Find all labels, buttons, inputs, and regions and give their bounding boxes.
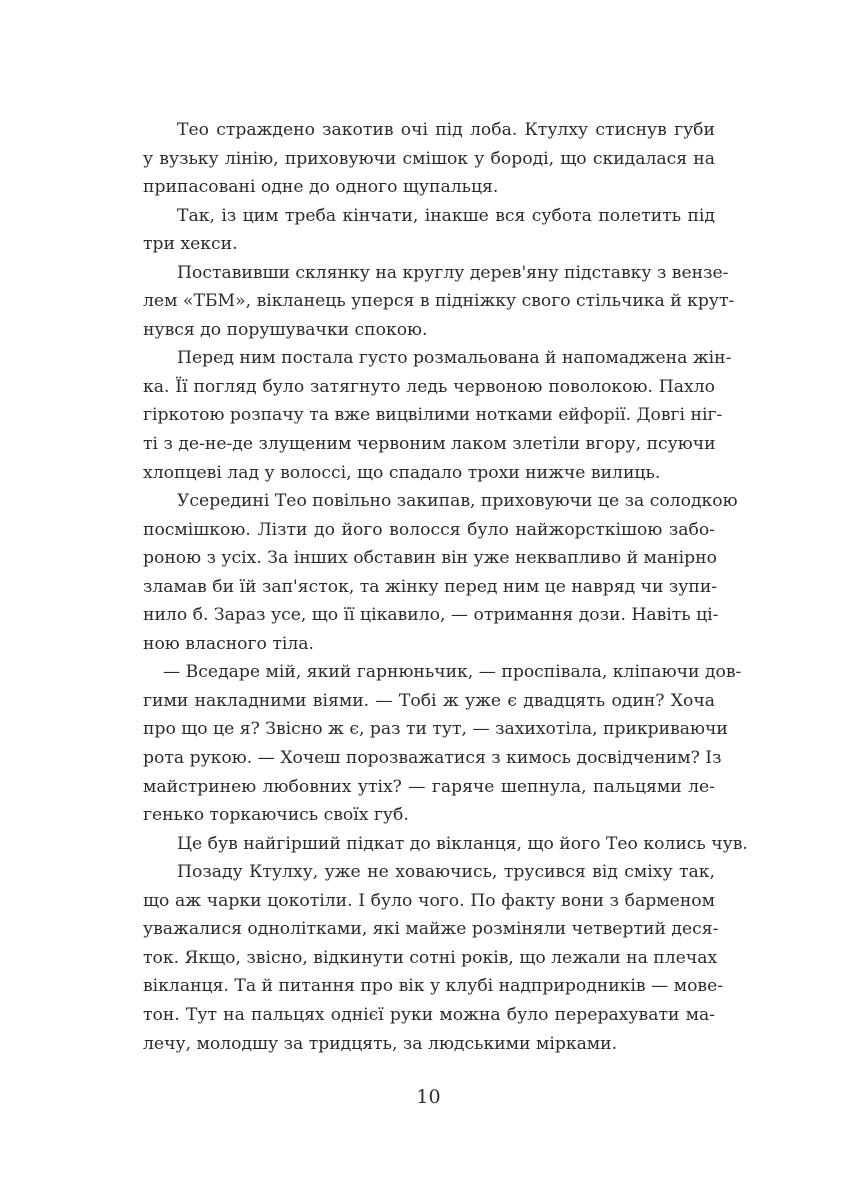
text-line: Усередині Тео повільно закипав, приховуючи це за солодкою: [177, 491, 738, 512]
text-line: три хекси.: [143, 234, 238, 255]
text-line: гіркотою розпачу та вже вицвілими нотками ейфорії. Довгі ніг-: [143, 405, 723, 426]
text-line: Це був найгірший підкат до вікланця, що його Тео колись чув.: [177, 833, 748, 854]
text-line: — Вседаре мій, який гарнюньчик, — проспівала, кліпаючи дов-: [163, 662, 742, 683]
text-line: Перед ним постала густо розмальована й напомаджена жін-: [177, 348, 732, 369]
text-line: уважалися однолітками, які майже розміняли четвертий деся-: [143, 919, 719, 940]
text-line: нило б. Зараз усе, що її цікавило, — отримання дози. Навіть ці-: [143, 605, 719, 626]
text-line: лечу, молодшу за тридцять, за людськими мірками.: [143, 1033, 618, 1054]
text-line: тон. Тут на пальцях однієї руки можна було перерахувати ма-: [143, 1004, 715, 1025]
page-number: 10: [416, 1086, 441, 1108]
text-line: майстринею любовних утіх? — гаряче шепнула, пальцями ле-: [143, 776, 715, 797]
text-line: зламав би їй зап'ясток, та жінку перед ним це навряд чи зупи-: [143, 576, 718, 597]
text-line: лем «ТБМ», вікланець уперся в підніжку свого стільчика й крут-: [143, 291, 735, 312]
text-line: що аж чарки цокотіли. І було чого. По факту вони з барменом: [143, 890, 715, 911]
text-line: вікланця. Та й питання про вік у клубі надприродників — мове-: [143, 976, 724, 997]
text-line: посмішкою. Лізти до його волосся було найжорсткішою забо-: [143, 519, 715, 540]
text-line: Тео страждено закотив очі під лоба. Ктулху стиснув губи: [177, 120, 715, 140]
text-line: нувся до порушувачки спокою.: [143, 319, 428, 340]
text-line: генько торкаючись своїх губ.: [143, 805, 409, 826]
text-line: роною з усіх. За інших обставин він уже неквапливо й манірно: [143, 548, 717, 569]
text-line: гими накладними віями. — Тобі ж уже є двадцять один? Хоча: [143, 690, 715, 711]
text-line: рота рукою. — Хочеш порозважатися з кимось досвідченим? Із: [143, 748, 722, 769]
text-line: Поставивши склянку на круглу дерев'яну підставку з вензе-: [177, 262, 729, 283]
text-line: Так, із цим треба кінчати, інакше вся субота полетить під: [177, 205, 715, 226]
text-line: припасовані одне до одного щупальця.: [143, 177, 499, 198]
text-line: ток. Якщо, звісно, відкинути сотні років, що лежали на плечах: [143, 947, 718, 968]
text-line: ною власного тіла.: [143, 633, 314, 654]
text-line: Позаду Ктулху, уже не ховаючись, трусився від сміху так,: [177, 862, 715, 883]
text-line: ка. Її погляд було затягнуто ледь червоною поволокою. Пахло: [143, 376, 715, 397]
text-line: у вузьку лінію, приховуючи смішок у бороді, що скидалася на: [143, 148, 715, 169]
text-line: хлопцеві лад у волоссі, що спадало трохи нижче вилиць.: [143, 462, 661, 483]
text-line: ті з де-не-де злущеним червоним лаком злетіли вгору, псуючи: [143, 434, 716, 455]
book-page-body: [143, 116, 748, 1058]
text-line: про що це я? Звісно ж є, раз ти тут, — захихотіла, прикриваючи: [143, 719, 728, 740]
